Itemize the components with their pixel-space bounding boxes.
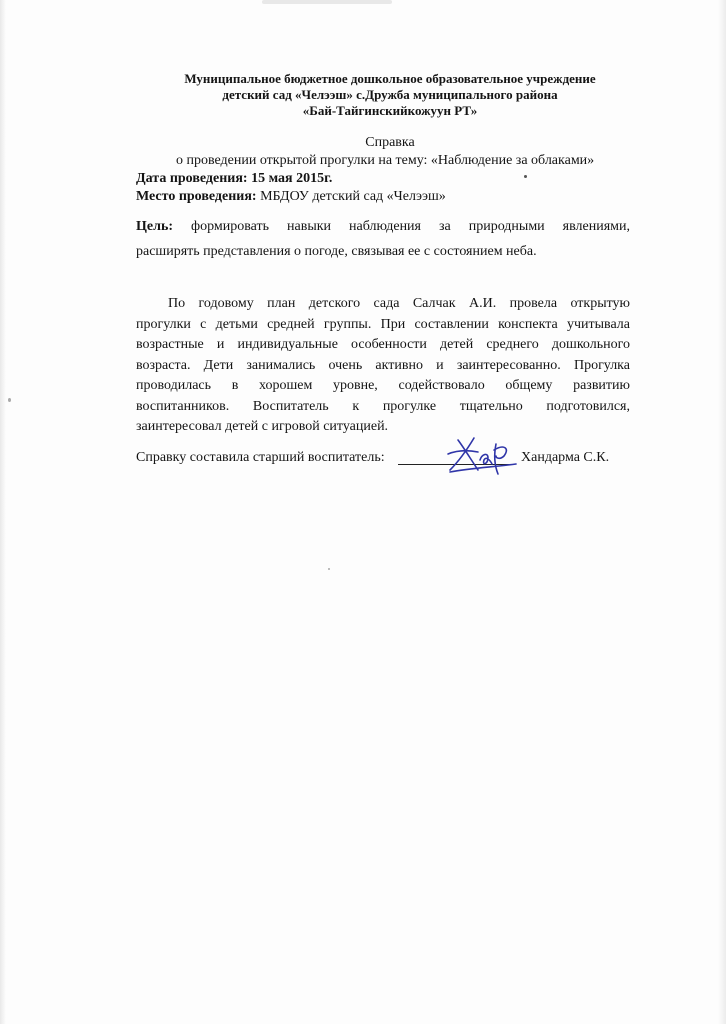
goal-text: формировать навыки наблюдения за природными явлениями, [191,219,631,234]
body-paragraph [136,294,630,438]
place-row [136,188,446,206]
organization-line: Муниципальное бюджетное дошкольное образовательное учреждение [184,71,596,86]
scan-speck [524,175,527,178]
date-label: Дата проведения: [136,171,248,186]
organization-line: детский сад «Челээш» с.Дружба муниципального района [222,87,558,102]
scan-edge [0,0,6,1024]
body-line: проводилась в хорошем уровне, содействовало общему развитию [136,378,630,393]
scan-speck [328,568,330,570]
date-value: 15 мая 2015г. [251,171,333,186]
body-line: возрастные и индивидуальные особенности детей среднего дошкольного [136,337,630,352]
body-line: прогулки с детьми средней группы. При составлении конспекта учитывала [136,316,630,332]
organization-line: «Бай-Тайгинскийкожуун РТ» [302,103,478,118]
goal-line: расширять представления о погоде, связывая ее с состоянием неба. [136,244,537,259]
scan-artifact [262,0,392,4]
scan-edge [718,0,726,1024]
goal-line [136,214,630,239]
handwritten-signature [444,434,518,476]
organization-header [120,71,660,119]
body-line: заинтересовал детей с игровой ситуацией. [136,419,389,434]
goal-label: Цель: [136,219,174,234]
document-title: Справка [365,135,415,150]
body-line: возраста. Дети занимались очень активно и заинтересованно. Прогулка [136,357,630,373]
place-label: Место проведения: [136,189,257,204]
signature-label: Справку составила старший воспитатель: [136,450,385,465]
signer-name: Хандарма С.К. [521,450,610,465]
body-line: По годовому план детского сада Салчак А.И. провела открытую [168,296,630,311]
scan-speck [8,398,11,402]
document-subject: о проведении открытой прогулки на тему: «Наблюдение за облаками» [176,153,595,168]
date-row [136,170,332,188]
goal-paragraph [136,214,630,264]
body-line: воспитанников. Воспитатель к прогулке тщательно подготовился, [136,398,630,414]
place-value: МБДОУ детский сад «Челээш» [260,189,446,204]
